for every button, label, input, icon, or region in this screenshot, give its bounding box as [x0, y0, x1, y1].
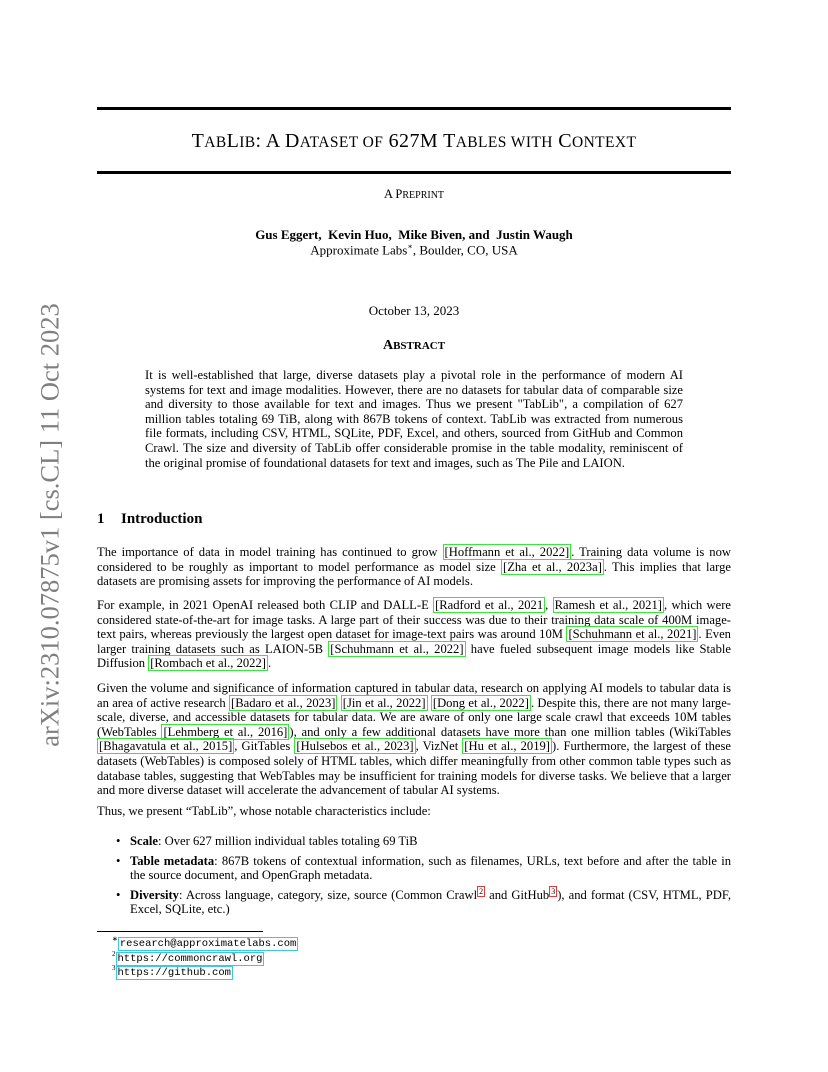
citation-link[interactable]: [Hu et al., 2019] [464, 739, 551, 754]
paragraph-text: . Training data volume is now considered to be roughly as important to model performance as model size [97, 545, 731, 574]
bullet-icon: • [116, 853, 121, 868]
citation-link[interactable]: [Hulsebos et al., 2023] [296, 739, 414, 754]
citation-link[interactable]: [Jin et al., 2022] [342, 695, 426, 710]
paragraph-text: . [267, 656, 272, 671]
footnote-rule [97, 931, 263, 932]
footnote-mark: ∗ [112, 935, 118, 943]
title-segment: 627M T [383, 130, 456, 152]
abstract-heading-first: A [382, 338, 394, 353]
arxiv-identifier-stamp: arXiv:2310.07875v1 [cs.CL] 11 Oct 2023 [34, 303, 65, 747]
paragraph-text: have fueled subsequent image models like Stable Diffusion [97, 641, 732, 671]
list-item-label: Table metadata [130, 853, 215, 868]
title-segment: AB [204, 134, 227, 151]
footnote-ref-link[interactable]: 2 [479, 886, 484, 896]
citation-link[interactable]: [Zha et al., 2023a] [503, 559, 602, 574]
citation-link[interactable]: [Radford et al., 2021 [435, 598, 544, 612]
citation-link[interactable]: [Hoffmann et al., 2022] [444, 545, 570, 559]
intro-paragraph-2 [97, 598, 731, 671]
publication-date: October 13, 2023 [368, 303, 460, 318]
paragraph-text: , GitTables [234, 739, 295, 754]
abstract-body: It is well-established that large, diverse datasets play a pivotal role in the performance of modern AI systems for text and image modalities. However, there are no datasets for tabular data of comparable size and diversity to those available for text and images. Thus we present "TabLib", a compilation of 627 million tables totaling 69 TiB, along with 867B tokens of context. TabLib was extracted from numerous file formats, including CSV, HTML, SQLite, PDF, Excel, and others, sourced from GitHub and Common Crawl. The size and diversity of TabLib offer considerable promise in the table modality, reminiscent of the original promise of foundational datasets for text and images, such as The Pile and LAION. [145, 368, 683, 470]
paragraph-text: Given the volume and significance of information captured in tabular data, research on applying AI models to tabular data is an area of active research [97, 681, 731, 710]
intro-paragraph-1 [97, 545, 731, 589]
paragraph-text: ). Furthermore, the largest of these datasets (WebTables) is composed solely of HTML tables, which differ meaningfully from other common table types such as database tables, suggesting that WebTables may be insufficient for training models for diverse tasks. We believe that a larger and more diverse dataset will accelerate the advancement of tabular AI systems. [97, 739, 731, 798]
paper-title [97, 130, 731, 153]
footnote [112, 935, 298, 950]
footnote-mark: 3 [112, 964, 116, 972]
title-segment: ONTEXT [571, 134, 637, 151]
citation-link[interactable]: [Bhagavatula et al., 2015] [99, 739, 233, 754]
title-segment: IB [239, 134, 256, 151]
paragraph-text: , [545, 598, 553, 612]
citation-link[interactable]: Ramesh et al., 2021] [554, 598, 662, 612]
paragraph-text: . Even larger training datasets such as LAION-5B [97, 627, 731, 656]
footnote [112, 964, 233, 979]
preprint-label-first: A P [383, 187, 403, 201]
title-bottom-rule [97, 171, 731, 174]
citation-link[interactable]: [Schuhmann et al., 2021] [568, 627, 697, 642]
list-item-label: Scale [130, 834, 158, 848]
list-item-label: Diversity [130, 887, 179, 902]
paragraph-text: , VizNet [415, 739, 463, 754]
paragraph-text: ), and only a few additional datasets have more than one million tables (WikiTables [289, 724, 731, 739]
list-item [116, 834, 731, 849]
paragraph-text: The importance of data in model training has continued to grow [97, 545, 443, 559]
paragraph-text: , which were considered state-of-the-art for image tasks. A large part of their success was due to their training data scale of 400M image-text pairs, whereas previously the largest open dataset for image-text pairs was around 10M [97, 598, 732, 642]
intro-paragraph-4 [97, 804, 731, 819]
section-title: Introduction [121, 511, 203, 527]
paragraph-text: . This implies that large datasets are promising assets for improving the performance of AI models. [97, 559, 731, 589]
footnote [112, 950, 264, 965]
bullet-icon: • [116, 834, 121, 848]
title-segment: ATASET OF [299, 134, 384, 151]
footnote-ref-link[interactable]: 3 [551, 886, 556, 896]
citation-link[interactable]: [Badaro et al., 2023] [231, 695, 336, 710]
list-item-text: ), and format (CSV, HTML, PDF, Excel, SQLite, etc.) [130, 887, 732, 917]
footnote-email-link[interactable]: research@approximatelabs.com [119, 937, 297, 950]
intro-paragraph-3 [97, 681, 731, 798]
list-item-text: : Across language, category, size, source (Common Crawl [178, 887, 478, 902]
citation-link[interactable]: [Lehmberg et al., 2016] [163, 724, 288, 739]
citation-link[interactable]: [Rombach et al., 2022] [150, 656, 266, 671]
title-segment: T [191, 130, 205, 152]
citation-link[interactable]: [Schuhmann et al., 2022] [330, 641, 464, 656]
title-top-rule [97, 107, 731, 110]
title-segment: C [552, 130, 572, 152]
affiliation-footnote-mark: ∗ [407, 242, 413, 251]
abstract-heading-rest: BSTRACT [393, 340, 446, 352]
author-list: Gus Eggert, Kevin Huo, Mike Biven, and Justin Waugh [255, 227, 573, 242]
citation-link[interactable]: [Dong et al., 2022] [432, 695, 529, 710]
title-segment: L [226, 130, 240, 152]
preprint-label [97, 187, 731, 202]
section-number: 1 [97, 511, 105, 527]
paragraph-text: For example, in 2021 OpenAI released both CLIP and DALL-E [97, 598, 434, 612]
affiliation [97, 242, 731, 258]
affiliation-location: , Boulder, CO, USA [412, 242, 518, 258]
characteristics-list [116, 834, 732, 922]
list-item [116, 886, 732, 917]
bullet-icon: • [116, 887, 121, 902]
paragraph-text: . Despite this, there are not many large-scale, diverse, and accessible datasets for tabular data. We are aware of only one large scale crawl that exceeds 10M tables (WebTables [97, 695, 731, 739]
footnote-url-link[interactable]: https://github.com [117, 966, 231, 979]
section-heading [97, 511, 202, 528]
preprint-label-rest: REPRINT [402, 190, 445, 201]
title-segment: : A D [255, 130, 300, 152]
list-item-text: and GitHub [485, 887, 550, 902]
abstract-heading [97, 338, 731, 354]
list-item-text: : 867B tokens of contextual information, such as filenames, URLs, text before and after the table in the source document, and OpenGraph metadata. [130, 853, 731, 883]
paragraph-text: Thus, we present “TabLib”, whose notable characteristics include: [97, 804, 431, 818]
affiliation-name: Approximate Labs [310, 242, 408, 258]
footnote-mark: 2 [112, 950, 116, 958]
title-segment: ABLES WITH [455, 134, 553, 151]
footnote-url-link[interactable]: https://commoncrawl.org [117, 952, 263, 965]
list-item [116, 853, 731, 883]
list-item-text: : Over 627 million individual tables totaling 69 TiB [157, 834, 418, 848]
